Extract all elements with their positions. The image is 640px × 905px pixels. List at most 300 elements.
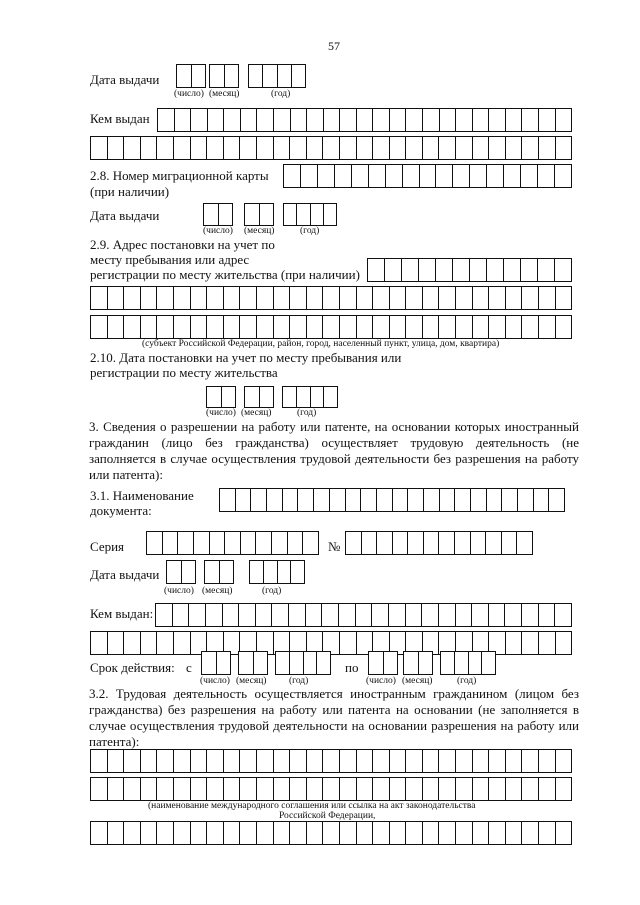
- char-cell[interactable]: [539, 287, 556, 309]
- validity-to-month-boxes[interactable]: [403, 651, 433, 675]
- char-cell[interactable]: [108, 750, 125, 772]
- char-cell[interactable]: [390, 287, 407, 309]
- month-boxes[interactable]: [209, 64, 239, 88]
- document-name-boxes[interactable]: [219, 488, 565, 512]
- char-cell[interactable]: [157, 778, 174, 800]
- char-cell[interactable]: [538, 165, 555, 187]
- char-cell[interactable]: [257, 287, 274, 309]
- char-cell[interactable]: [456, 778, 473, 800]
- char-cell[interactable]: [373, 822, 390, 844]
- char-cell[interactable]: [239, 604, 256, 626]
- char-cell[interactable]: [489, 822, 506, 844]
- char-cell[interactable]: [290, 287, 307, 309]
- char-cell[interactable]: [157, 632, 174, 654]
- char-cell[interactable]: [373, 750, 390, 772]
- char-cell[interactable]: [124, 287, 141, 309]
- char-cell[interactable]: [141, 778, 158, 800]
- agreement-boxes-row2[interactable]: [90, 777, 572, 801]
- char-cell[interactable]: [346, 532, 362, 554]
- char-cell[interactable]: [141, 750, 158, 772]
- char-cell[interactable]: [393, 489, 409, 511]
- char-cell[interactable]: [194, 532, 210, 554]
- char-cell[interactable]: [257, 750, 274, 772]
- char-cell[interactable]: [278, 65, 292, 87]
- char-cell[interactable]: [406, 750, 423, 772]
- char-cell[interactable]: [322, 604, 339, 626]
- char-cell[interactable]: [373, 109, 390, 131]
- char-cell[interactable]: [471, 532, 487, 554]
- issued-by-boxes-row2[interactable]: [90, 136, 572, 160]
- char-cell[interactable]: [539, 778, 556, 800]
- agreement-boxes-row3[interactable]: [90, 821, 572, 845]
- char-cell[interactable]: [489, 316, 506, 338]
- char-cell[interactable]: [178, 532, 194, 554]
- address-boxes-row3[interactable]: [90, 315, 572, 339]
- char-cell[interactable]: [91, 822, 108, 844]
- char-cell[interactable]: [223, 604, 240, 626]
- permit-year-boxes[interactable]: [249, 560, 305, 584]
- char-cell[interactable]: [556, 316, 572, 338]
- char-cell[interactable]: [393, 532, 409, 554]
- char-cell[interactable]: [556, 109, 572, 131]
- char-cell[interactable]: [224, 316, 241, 338]
- char-cell[interactable]: [356, 604, 373, 626]
- char-cell[interactable]: [177, 65, 192, 87]
- char-cell[interactable]: [373, 778, 390, 800]
- char-cell[interactable]: [207, 778, 224, 800]
- char-cell[interactable]: [534, 489, 550, 511]
- char-cell[interactable]: [220, 489, 236, 511]
- char-cell[interactable]: [156, 604, 173, 626]
- char-cell[interactable]: [556, 822, 572, 844]
- char-cell[interactable]: [389, 604, 406, 626]
- char-cell[interactable]: [539, 822, 556, 844]
- char-cell[interactable]: [307, 316, 324, 338]
- char-cell[interactable]: [290, 750, 307, 772]
- char-cell[interactable]: [357, 137, 374, 159]
- char-cell[interactable]: [369, 165, 386, 187]
- char-cell[interactable]: [470, 165, 487, 187]
- char-cell[interactable]: [240, 287, 257, 309]
- migration-year-boxes[interactable]: [283, 203, 337, 226]
- char-cell[interactable]: [506, 750, 523, 772]
- char-cell[interactable]: [91, 632, 108, 654]
- char-cell[interactable]: [257, 109, 274, 131]
- char-cell[interactable]: [182, 561, 196, 583]
- char-cell[interactable]: [423, 287, 440, 309]
- registration-month-boxes[interactable]: [244, 386, 274, 408]
- char-cell[interactable]: [236, 489, 252, 511]
- char-cell[interactable]: [225, 65, 239, 87]
- char-cell[interactable]: [502, 489, 518, 511]
- char-cell[interactable]: [556, 778, 572, 800]
- char-cell[interactable]: [440, 489, 456, 511]
- char-cell[interactable]: [202, 652, 217, 674]
- char-cell[interactable]: [506, 316, 523, 338]
- char-cell[interactable]: [439, 316, 456, 338]
- char-cell[interactable]: [323, 750, 340, 772]
- char-cell[interactable]: [339, 604, 356, 626]
- char-cell[interactable]: [207, 287, 224, 309]
- char-cell[interactable]: [108, 287, 125, 309]
- char-cell[interactable]: [284, 165, 301, 187]
- char-cell[interactable]: [167, 561, 182, 583]
- char-cell[interactable]: [311, 204, 324, 225]
- char-cell[interactable]: [473, 137, 490, 159]
- char-cell[interactable]: [124, 822, 141, 844]
- char-cell[interactable]: [240, 822, 257, 844]
- char-cell[interactable]: [506, 778, 523, 800]
- char-cell[interactable]: [263, 65, 277, 87]
- char-cell[interactable]: [210, 65, 225, 87]
- char-cell[interactable]: [284, 204, 297, 225]
- char-cell[interactable]: [456, 109, 473, 131]
- char-cell[interactable]: [91, 287, 108, 309]
- char-cell[interactable]: [174, 822, 191, 844]
- char-cell[interactable]: [539, 750, 556, 772]
- char-cell[interactable]: [290, 316, 307, 338]
- char-cell[interactable]: [406, 137, 423, 159]
- char-cell[interactable]: [291, 561, 304, 583]
- char-cell[interactable]: [307, 137, 324, 159]
- char-cell[interactable]: [245, 204, 260, 225]
- char-cell[interactable]: [439, 750, 456, 772]
- char-cell[interactable]: [141, 137, 158, 159]
- char-cell[interactable]: [239, 652, 254, 674]
- char-cell[interactable]: [224, 137, 241, 159]
- char-cell[interactable]: [323, 137, 340, 159]
- char-cell[interactable]: [522, 287, 539, 309]
- char-cell[interactable]: [352, 165, 369, 187]
- char-cell[interactable]: [324, 109, 341, 131]
- char-cell[interactable]: [539, 109, 556, 131]
- char-cell[interactable]: [504, 165, 521, 187]
- char-cell[interactable]: [288, 532, 304, 554]
- char-cell[interactable]: [539, 632, 556, 654]
- char-cell[interactable]: [361, 489, 377, 511]
- char-cell[interactable]: [473, 109, 490, 131]
- char-cell[interactable]: [422, 604, 439, 626]
- char-cell[interactable]: [522, 632, 539, 654]
- char-cell[interactable]: [473, 316, 490, 338]
- char-cell[interactable]: [304, 652, 318, 674]
- char-cell[interactable]: [124, 632, 141, 654]
- char-cell[interactable]: [157, 750, 174, 772]
- char-cell[interactable]: [124, 778, 141, 800]
- char-cell[interactable]: [323, 778, 340, 800]
- migration-month-boxes[interactable]: [244, 203, 274, 226]
- char-cell[interactable]: [274, 109, 291, 131]
- char-cell[interactable]: [205, 561, 220, 583]
- permit-issued-by-boxes-row1[interactable]: [155, 603, 572, 627]
- char-cell[interactable]: [335, 165, 352, 187]
- char-cell[interactable]: [453, 259, 470, 281]
- char-cell[interactable]: [506, 137, 523, 159]
- char-cell[interactable]: [124, 750, 141, 772]
- char-cell[interactable]: [222, 387, 236, 407]
- char-cell[interactable]: [274, 287, 291, 309]
- char-cell[interactable]: [473, 287, 490, 309]
- char-cell[interactable]: [157, 137, 174, 159]
- char-cell[interactable]: [157, 822, 174, 844]
- char-cell[interactable]: [249, 65, 263, 87]
- char-cell[interactable]: [489, 604, 506, 626]
- char-cell[interactable]: [521, 165, 538, 187]
- char-cell[interactable]: [439, 604, 456, 626]
- char-cell[interactable]: [489, 750, 506, 772]
- char-cell[interactable]: [274, 137, 291, 159]
- char-cell[interactable]: [439, 778, 456, 800]
- char-cell[interactable]: [224, 822, 241, 844]
- char-cell[interactable]: [141, 316, 158, 338]
- char-cell[interactable]: [301, 165, 318, 187]
- char-cell[interactable]: [290, 822, 307, 844]
- char-cell[interactable]: [373, 287, 390, 309]
- issued-by-boxes-row1[interactable]: [157, 108, 572, 132]
- char-cell[interactable]: [470, 259, 487, 281]
- char-cell[interactable]: [469, 652, 483, 674]
- char-cell[interactable]: [297, 204, 310, 225]
- char-cell[interactable]: [522, 822, 539, 844]
- char-cell[interactable]: [403, 165, 420, 187]
- char-cell[interactable]: [377, 532, 393, 554]
- char-cell[interactable]: [108, 137, 125, 159]
- char-cell[interactable]: [436, 165, 453, 187]
- char-cell[interactable]: [323, 287, 340, 309]
- char-cell[interactable]: [489, 287, 506, 309]
- char-cell[interactable]: [274, 822, 291, 844]
- char-cell[interactable]: [224, 778, 241, 800]
- char-cell[interactable]: [439, 532, 455, 554]
- char-cell[interactable]: [456, 822, 473, 844]
- char-cell[interactable]: [224, 109, 241, 131]
- char-cell[interactable]: [240, 316, 257, 338]
- char-cell[interactable]: [257, 137, 274, 159]
- char-cell[interactable]: [522, 316, 539, 338]
- char-cell[interactable]: [482, 652, 495, 674]
- char-cell[interactable]: [406, 109, 423, 131]
- char-cell[interactable]: [108, 778, 125, 800]
- char-cell[interactable]: [423, 316, 440, 338]
- char-cell[interactable]: [175, 109, 192, 131]
- char-cell[interactable]: [220, 561, 234, 583]
- char-cell[interactable]: [456, 316, 473, 338]
- char-cell[interactable]: [522, 604, 539, 626]
- char-cell[interactable]: [390, 137, 407, 159]
- char-cell[interactable]: [340, 316, 357, 338]
- char-cell[interactable]: [257, 822, 274, 844]
- char-cell[interactable]: [506, 109, 523, 131]
- char-cell[interactable]: [439, 287, 456, 309]
- char-cell[interactable]: [473, 750, 490, 772]
- char-cell[interactable]: [174, 316, 191, 338]
- char-cell[interactable]: [191, 778, 208, 800]
- char-cell[interactable]: [191, 750, 208, 772]
- char-cell[interactable]: [436, 259, 453, 281]
- agreement-boxes-row1[interactable]: [90, 749, 572, 773]
- char-cell[interactable]: [406, 287, 423, 309]
- char-cell[interactable]: [307, 778, 324, 800]
- char-cell[interactable]: [189, 604, 206, 626]
- char-cell[interactable]: [256, 604, 273, 626]
- validity-from-day-boxes[interactable]: [201, 651, 231, 675]
- char-cell[interactable]: [192, 65, 206, 87]
- char-cell[interactable]: [207, 387, 222, 407]
- char-cell[interactable]: [278, 561, 292, 583]
- char-cell[interactable]: [307, 750, 324, 772]
- char-cell[interactable]: [191, 316, 208, 338]
- char-cell[interactable]: [250, 561, 264, 583]
- char-cell[interactable]: [303, 532, 318, 554]
- char-cell[interactable]: [240, 750, 257, 772]
- char-cell[interactable]: [108, 316, 125, 338]
- char-cell[interactable]: [290, 137, 307, 159]
- char-cell[interactable]: [555, 259, 571, 281]
- char-cell[interactable]: [406, 604, 423, 626]
- char-cell[interactable]: [91, 316, 108, 338]
- char-cell[interactable]: [297, 387, 311, 407]
- char-cell[interactable]: [323, 822, 340, 844]
- char-cell[interactable]: [324, 204, 336, 225]
- char-cell[interactable]: [439, 137, 456, 159]
- char-cell[interactable]: [276, 652, 290, 674]
- char-cell[interactable]: [522, 137, 539, 159]
- char-cell[interactable]: [108, 822, 125, 844]
- char-cell[interactable]: [539, 604, 556, 626]
- number-boxes[interactable]: [345, 531, 533, 555]
- char-cell[interactable]: [423, 109, 440, 131]
- char-cell[interactable]: [372, 604, 389, 626]
- validity-from-year-boxes[interactable]: [275, 651, 331, 675]
- char-cell[interactable]: [174, 750, 191, 772]
- char-cell[interactable]: [357, 287, 374, 309]
- char-cell[interactable]: [390, 316, 407, 338]
- char-cell[interactable]: [456, 604, 473, 626]
- char-cell[interactable]: [283, 387, 297, 407]
- char-cell[interactable]: [217, 652, 231, 674]
- char-cell[interactable]: [373, 316, 390, 338]
- char-cell[interactable]: [245, 387, 260, 407]
- char-cell[interactable]: [173, 604, 190, 626]
- char-cell[interactable]: [489, 137, 506, 159]
- char-cell[interactable]: [240, 778, 257, 800]
- char-cell[interactable]: [489, 109, 506, 131]
- char-cell[interactable]: [377, 489, 393, 511]
- char-cell[interactable]: [141, 632, 158, 654]
- char-cell[interactable]: [340, 778, 357, 800]
- validity-to-day-boxes[interactable]: [368, 651, 398, 675]
- char-cell[interactable]: [124, 137, 141, 159]
- char-cell[interactable]: [204, 204, 219, 225]
- char-cell[interactable]: [506, 822, 523, 844]
- char-cell[interactable]: [191, 822, 208, 844]
- char-cell[interactable]: [522, 109, 539, 131]
- char-cell[interactable]: [556, 750, 572, 772]
- char-cell[interactable]: [373, 137, 390, 159]
- char-cell[interactable]: [291, 109, 308, 131]
- char-cell[interactable]: [219, 204, 233, 225]
- char-cell[interactable]: [307, 822, 324, 844]
- char-cell[interactable]: [324, 387, 337, 407]
- char-cell[interactable]: [357, 778, 374, 800]
- char-cell[interactable]: [260, 204, 274, 225]
- char-cell[interactable]: [362, 532, 378, 554]
- char-cell[interactable]: [489, 778, 506, 800]
- char-cell[interactable]: [141, 822, 158, 844]
- char-cell[interactable]: [257, 316, 274, 338]
- char-cell[interactable]: [390, 822, 407, 844]
- char-cell[interactable]: [440, 109, 457, 131]
- series-boxes[interactable]: [146, 531, 319, 555]
- char-cell[interactable]: [240, 137, 257, 159]
- char-cell[interactable]: [423, 822, 440, 844]
- char-cell[interactable]: [314, 489, 330, 511]
- char-cell[interactable]: [506, 287, 523, 309]
- char-cell[interactable]: [441, 652, 455, 674]
- char-cell[interactable]: [357, 750, 374, 772]
- char-cell[interactable]: [340, 287, 357, 309]
- char-cell[interactable]: [318, 165, 335, 187]
- char-cell[interactable]: [357, 822, 374, 844]
- char-cell[interactable]: [455, 652, 469, 674]
- char-cell[interactable]: [264, 561, 278, 583]
- char-cell[interactable]: [157, 287, 174, 309]
- char-cell[interactable]: [556, 632, 572, 654]
- char-cell[interactable]: [473, 778, 490, 800]
- permit-month-boxes[interactable]: [204, 560, 234, 584]
- char-cell[interactable]: [390, 778, 407, 800]
- char-cell[interactable]: [307, 287, 324, 309]
- char-cell[interactable]: [317, 652, 330, 674]
- char-cell[interactable]: [406, 822, 423, 844]
- char-cell[interactable]: [290, 652, 304, 674]
- registration-day-boxes[interactable]: [206, 386, 236, 408]
- char-cell[interactable]: [439, 822, 456, 844]
- char-cell[interactable]: [556, 287, 572, 309]
- char-cell[interactable]: [555, 165, 571, 187]
- char-cell[interactable]: [91, 137, 108, 159]
- address-boxes-row1[interactable]: [367, 258, 572, 282]
- char-cell[interactable]: [124, 316, 141, 338]
- char-cell[interactable]: [522, 778, 539, 800]
- char-cell[interactable]: [455, 489, 471, 511]
- registration-year-boxes[interactable]: [282, 386, 338, 408]
- char-cell[interactable]: [274, 316, 291, 338]
- char-cell[interactable]: [274, 778, 291, 800]
- char-cell[interactable]: [108, 632, 125, 654]
- char-cell[interactable]: [207, 137, 224, 159]
- char-cell[interactable]: [538, 259, 555, 281]
- char-cell[interactable]: [283, 489, 299, 511]
- char-cell[interactable]: [207, 750, 224, 772]
- char-cell[interactable]: [272, 532, 288, 554]
- validity-to-year-boxes[interactable]: [440, 651, 496, 675]
- char-cell[interactable]: [368, 259, 385, 281]
- char-cell[interactable]: [191, 137, 208, 159]
- char-cell[interactable]: [423, 778, 440, 800]
- permit-day-boxes[interactable]: [166, 560, 196, 584]
- char-cell[interactable]: [408, 532, 424, 554]
- char-cell[interactable]: [91, 778, 108, 800]
- char-cell[interactable]: [251, 489, 267, 511]
- char-cell[interactable]: [549, 489, 564, 511]
- char-cell[interactable]: [487, 259, 504, 281]
- char-cell[interactable]: [141, 287, 158, 309]
- char-cell[interactable]: [406, 778, 423, 800]
- char-cell[interactable]: [274, 750, 291, 772]
- migration-card-boxes[interactable]: [283, 164, 572, 188]
- char-cell[interactable]: [254, 652, 268, 674]
